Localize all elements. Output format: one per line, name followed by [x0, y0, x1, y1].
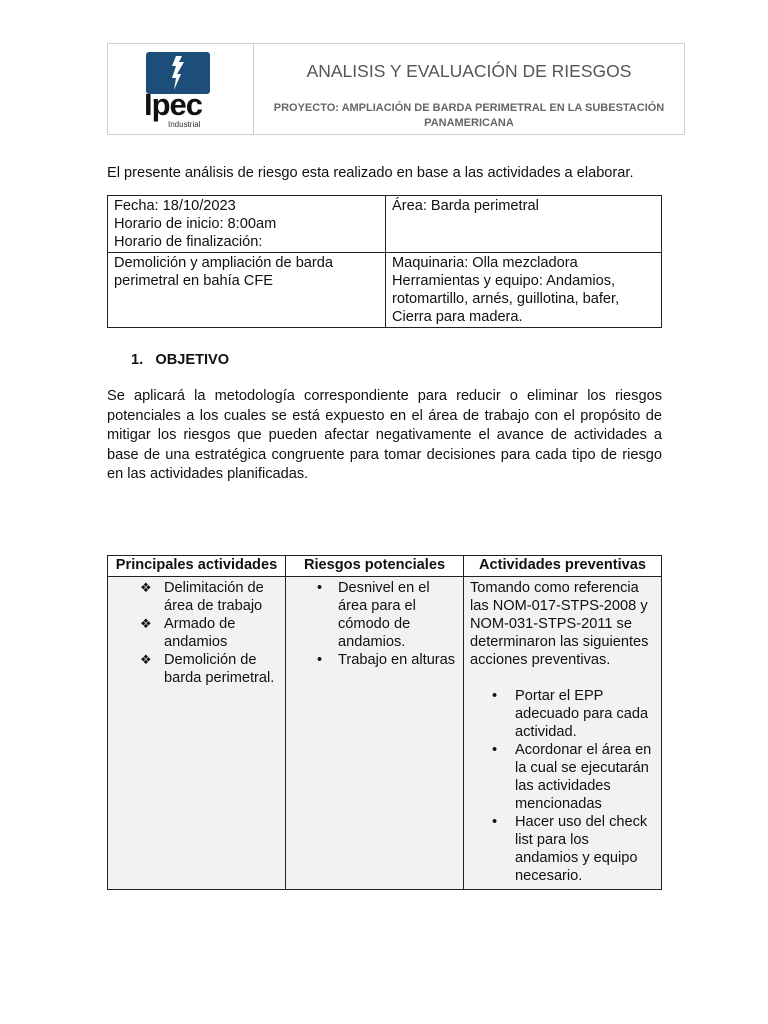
- list-item: ❖ Demolición de barda perimetral.: [140, 652, 275, 686]
- start-time-text: Horario de inicio: 8:00am: [114, 216, 277, 232]
- risk-header-row: [108, 556, 662, 577]
- area-text: Área: Barda perimetral: [392, 198, 539, 214]
- risks-cell: [286, 577, 464, 890]
- end-time-text: Horario de finalización:: [114, 234, 263, 250]
- section-title: OBJETIVO: [155, 352, 230, 368]
- bullet-icon: •: [492, 742, 498, 758]
- bullet-icon: •: [492, 814, 498, 830]
- list-item: ❖ Armado de andamios: [140, 616, 236, 650]
- info-table: [107, 195, 662, 328]
- activity-text: Demolición y ampliación de barda perimetral en bahía CFE: [114, 255, 334, 289]
- info-row: [108, 253, 662, 328]
- schedule-cell: [108, 196, 386, 253]
- diamond-bullet-icon: ❖: [140, 580, 152, 595]
- section-heading: [131, 352, 229, 368]
- header-preventive: Actividades preventivas: [464, 556, 662, 577]
- diamond-bullet-icon: ❖: [140, 616, 152, 631]
- area-cell: [386, 196, 662, 253]
- bullet-icon: •: [492, 688, 498, 704]
- equipment-cell: [386, 253, 662, 328]
- date-text: Fecha: 18/10/2023: [114, 198, 236, 214]
- preventive-list: [470, 687, 655, 885]
- activities-cell: [108, 577, 286, 890]
- project-subtitle: PROYECTO: AMPLIACIÓN DE BARDA PERIMETRAL EN LA SUBESTACIÓN PANAMERICANA: [273, 102, 665, 129]
- document-header: [107, 43, 685, 135]
- objective-paragraph: Se aplicará la metodología correspondiente para reducir o eliminar los riesgos potenciales a los cuales se está expuesto en el área de trabajo con el propósito de mitigar los riesgos que pueden afectar negativamente el avance de actividades a base de una estratégica congruente para tomar decisiones para cada tipo de riesgo en las actividades planificadas.: [107, 388, 662, 483]
- title-cell: [254, 44, 684, 134]
- info-row: [108, 196, 662, 253]
- intro-paragraph: El presente análisis de riesgo esta realizado en base a las actividades a elaborar.: [107, 165, 634, 181]
- list-item: • Acordonar el área en la cual se ejecutarán las actividades mencionadas: [492, 742, 652, 812]
- activities-list: [114, 579, 279, 687]
- list-item: • Hacer uso del check list para los andamios y equipo necesario.: [492, 814, 648, 884]
- diamond-bullet-icon: ❖: [140, 652, 152, 667]
- logo-subtext: Industrial: [168, 120, 201, 129]
- list-item: • Trabajo en alturas: [317, 652, 456, 668]
- header-activities: Principales actividades: [108, 556, 286, 577]
- header-risks: Riesgos potenciales: [286, 556, 464, 577]
- document-title: ANALISIS Y EVALUACIÓN DE RIESGOS: [306, 61, 632, 81]
- risks-list: [292, 579, 457, 669]
- logo-wordmark: Ipec: [144, 87, 203, 122]
- risk-table: [107, 555, 662, 890]
- activity-cell: [108, 253, 386, 328]
- list-item: • Desnivel en el área para el cómodo de andamios.: [317, 580, 430, 650]
- bullet-icon: •: [317, 580, 323, 596]
- machinery-text: Maquinaria: Olla mezcladora: [392, 255, 578, 271]
- preventive-cell: [464, 577, 662, 890]
- tools-text: Herramientas y equipo: Andamios, rotomartillo, arnés, guillotina, bafer, Cierra para madera.: [392, 273, 620, 325]
- list-item: ❖ Delimitación de área de trabajo: [140, 580, 264, 614]
- bullet-icon: •: [317, 652, 323, 668]
- list-item: • Portar el EPP adecuado para cada actividad.: [492, 688, 649, 740]
- risk-body-row: [108, 577, 662, 890]
- section-number: 1.: [131, 352, 144, 368]
- preventive-intro: Tomando como referencia las NOM-017-STPS-2008 y NOM-031-STPS-2011 se determinaron las siguientes acciones preventivas.: [470, 580, 649, 668]
- logo-cell: [108, 44, 254, 134]
